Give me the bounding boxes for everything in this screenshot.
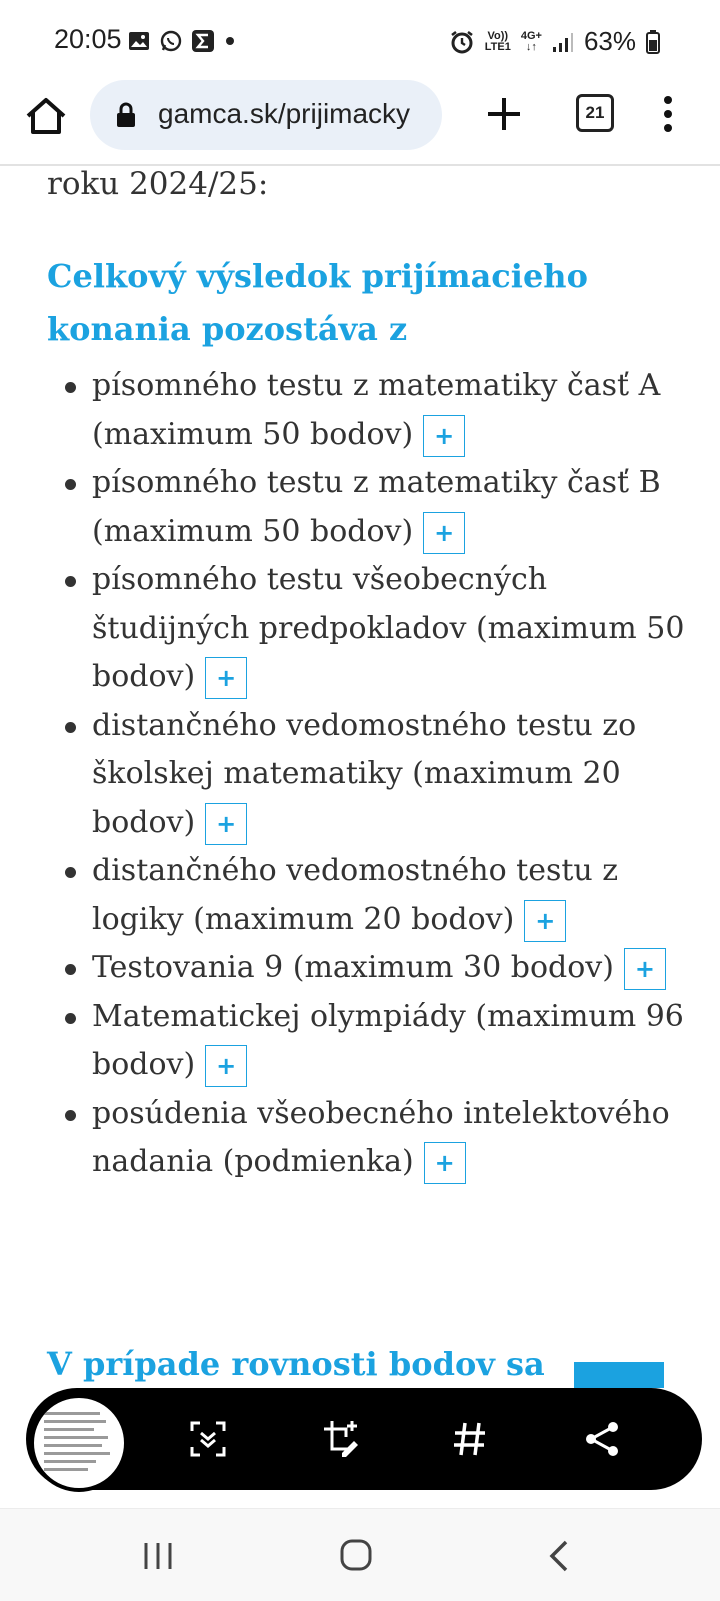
list-item-text: posúdenia všeobecného intelektového nadania (podmienka)	[92, 1095, 670, 1179]
expand-button[interactable]: +	[205, 1045, 247, 1087]
list-item-text: písomného testu z matematiky časť B (maximum 50 bodov)	[92, 465, 661, 549]
list-item	[47, 1090, 687, 1187]
expand-button[interactable]: +	[205, 803, 247, 845]
screenshot-thumbnail[interactable]	[30, 1394, 128, 1492]
scroll-capture-icon[interactable]	[188, 1419, 228, 1459]
list-item	[47, 362, 687, 459]
list-item-text: distančného vedomostného testu zo školskej matematiky (maximum 20 bodov)	[92, 707, 637, 840]
list-item-text: písomného testu všeobecných študijných predpokladov (maximum 50 bodov)	[92, 562, 685, 694]
components-list	[47, 362, 687, 1187]
list-item-text: písomného testu z matematiky časť A (maximum 50 bodov)	[92, 368, 661, 452]
new-tab-icon[interactable]	[484, 94, 524, 134]
list-item-text: Testovania 9 (maximum 30 bodov)	[92, 950, 614, 985]
whatsapp-icon	[160, 30, 182, 52]
status-bar	[0, 0, 720, 80]
expand-button[interactable]: +	[423, 415, 465, 457]
system-nav-bar	[0, 1508, 720, 1601]
expand-button[interactable]: +	[524, 900, 566, 942]
share-icon[interactable]	[582, 1419, 622, 1459]
list-item	[47, 702, 687, 848]
intro-text: roku 2024/25:	[47, 166, 269, 202]
hashtag-icon[interactable]	[450, 1419, 490, 1459]
list-item	[47, 993, 687, 1090]
crop-edit-icon[interactable]	[322, 1419, 362, 1459]
list-item	[47, 459, 687, 556]
list-item	[47, 556, 687, 702]
expand-button[interactable]: +	[624, 948, 666, 990]
expand-button[interactable]: +	[423, 512, 465, 554]
lock-icon	[116, 102, 136, 128]
list-item	[47, 944, 687, 993]
section-heading: Celkový výsledok prijímacieho konania pozostáva z	[47, 257, 588, 348]
blue-block	[574, 1362, 664, 1388]
list-item-text: distančného vedomostného testu z logiky (maximum 20 bodov)	[92, 853, 619, 937]
status-left-icons	[128, 30, 236, 52]
status-right	[449, 26, 660, 57]
signal-icon	[552, 31, 574, 53]
gallery-icon	[128, 31, 150, 51]
back-icon[interactable]	[540, 1539, 580, 1573]
expand-button[interactable]: +	[205, 657, 247, 699]
section-heading-2: V prípade rovnosti bodov sa	[47, 1345, 545, 1383]
dot-icon	[224, 35, 236, 47]
list-item	[47, 847, 687, 944]
sigma-icon	[192, 30, 214, 52]
url-bar[interactable]	[90, 80, 442, 150]
battery-percent: 63%	[583, 26, 636, 56]
battery-icon	[646, 30, 660, 54]
volte-indicator: Vo)) LTE1	[484, 29, 511, 53]
recent-apps-icon[interactable]	[138, 1539, 178, 1573]
home-icon[interactable]	[22, 92, 70, 140]
browser-toolbar	[0, 80, 720, 166]
list-item-text: Matematickej olympiády (maximum 96 bodov)	[92, 998, 684, 1082]
url-text[interactable]: gamca.sk/prijimacky	[158, 98, 411, 129]
alarm-icon	[449, 29, 475, 55]
network-type: 4G+ ↓↑	[520, 29, 542, 53]
tab-switcher-button[interactable]: 21	[576, 94, 614, 132]
more-menu-icon[interactable]	[658, 94, 678, 134]
status-time: 20:05	[54, 24, 122, 54]
home-circle-icon[interactable]	[336, 1539, 376, 1573]
screenshot-toolbar	[26, 1388, 702, 1490]
expand-button[interactable]: +	[424, 1142, 466, 1184]
